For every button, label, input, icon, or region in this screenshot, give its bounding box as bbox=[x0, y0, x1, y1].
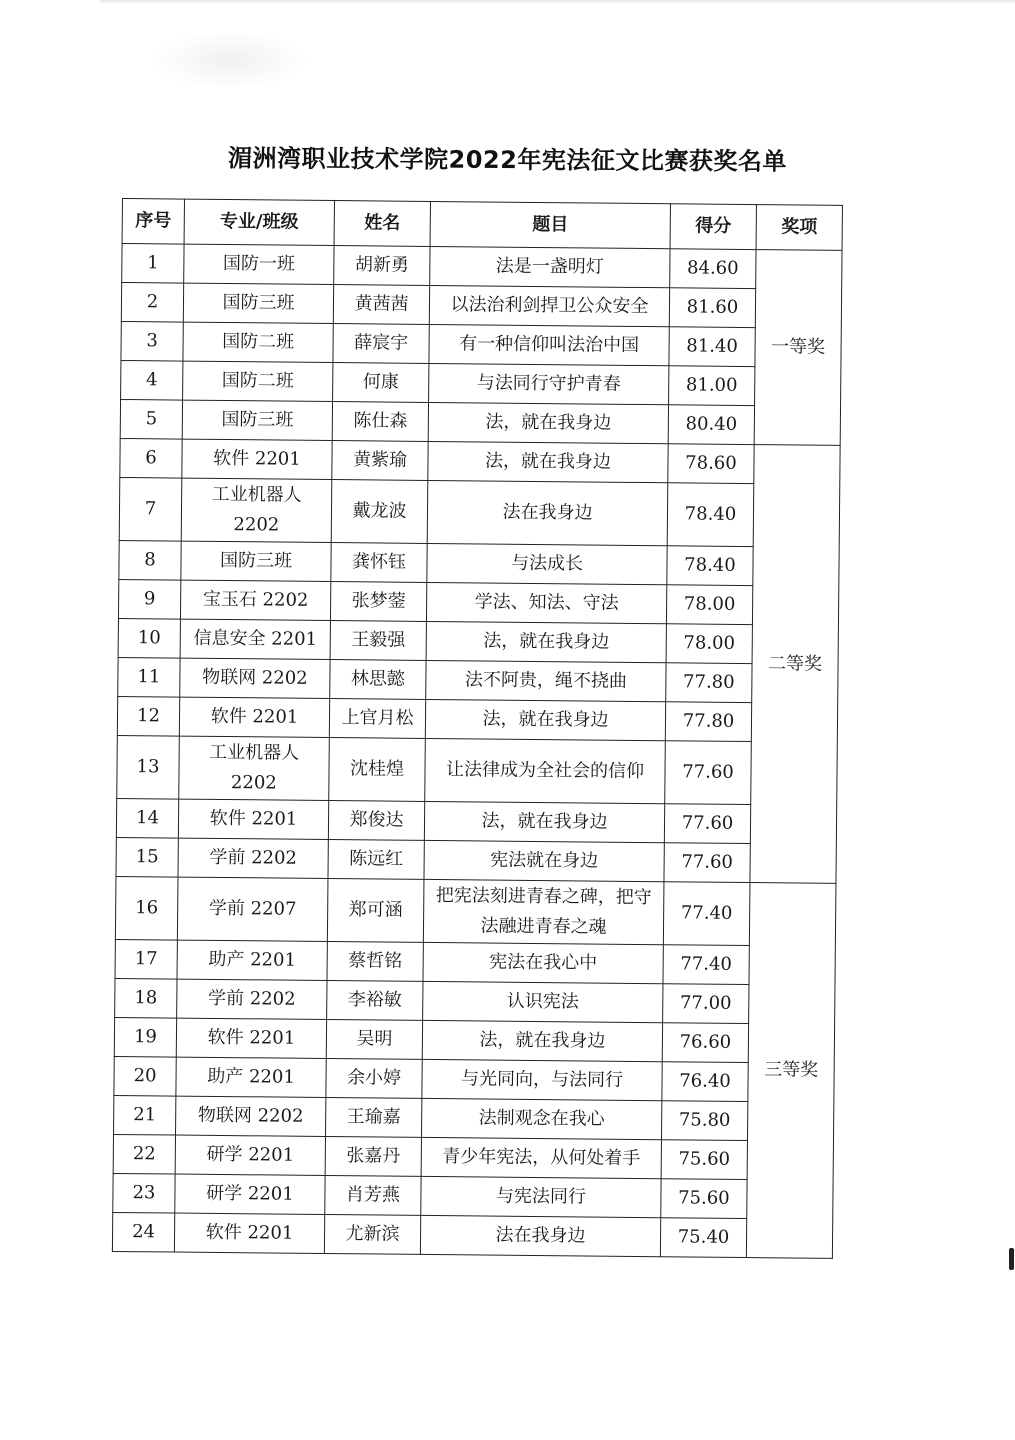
scan-edge-shadow bbox=[100, 0, 1015, 4]
row-score: 77.60 bbox=[664, 804, 750, 844]
row-class: 国防三班 bbox=[183, 283, 333, 323]
row-number: 18 bbox=[115, 978, 177, 1018]
award-level: 一等奖 bbox=[754, 250, 842, 446]
table-row bbox=[118, 618, 838, 664]
row-class: 研学 2201 bbox=[175, 1135, 325, 1175]
row-topic: 法，就在我身边 bbox=[424, 801, 664, 842]
table-row bbox=[115, 978, 835, 1024]
row-class: 软件 2201 bbox=[178, 799, 328, 839]
row-name: 黄茜茜 bbox=[333, 285, 429, 325]
row-score: 78.00 bbox=[666, 585, 752, 625]
table-row bbox=[113, 1173, 833, 1219]
table-body bbox=[112, 244, 842, 1259]
row-name: 吴明 bbox=[326, 1020, 422, 1060]
row-score: 77.40 bbox=[663, 945, 749, 985]
column-header-name: 姓名 bbox=[334, 201, 430, 247]
row-class: 国防二班 bbox=[183, 322, 333, 362]
column-header-topic: 题目 bbox=[430, 201, 670, 248]
row-class: 工业机器人 2202 bbox=[181, 478, 332, 542]
table-row bbox=[117, 696, 837, 742]
row-number: 12 bbox=[117, 696, 179, 736]
row-name: 王瑜嘉 bbox=[326, 1097, 422, 1137]
row-name: 蔡哲铭 bbox=[327, 942, 423, 982]
row-topic: 法，就在我身边 bbox=[422, 1020, 662, 1061]
row-name: 沈桂煌 bbox=[329, 738, 426, 802]
row-class: 国防三班 bbox=[181, 541, 331, 581]
row-name: 薛宸宇 bbox=[333, 324, 429, 364]
row-class: 助产 2201 bbox=[177, 940, 327, 980]
award-level: 二等奖 bbox=[750, 445, 840, 884]
row-score: 81.40 bbox=[669, 327, 755, 367]
row-topic: 法在我身边 bbox=[420, 1215, 660, 1256]
row-score: 76.60 bbox=[662, 1023, 748, 1063]
row-number: 7 bbox=[119, 477, 182, 541]
row-class: 国防一班 bbox=[184, 244, 334, 284]
column-header-score: 得分 bbox=[670, 204, 756, 250]
row-topic: 以法治利剑捍卫公众安全 bbox=[429, 285, 669, 326]
row-number: 15 bbox=[116, 837, 178, 877]
row-name: 胡新勇 bbox=[334, 246, 430, 286]
row-number: 22 bbox=[113, 1134, 175, 1174]
row-score: 78.40 bbox=[667, 483, 754, 547]
table-row bbox=[121, 360, 841, 406]
row-class: 软件 2201 bbox=[182, 439, 332, 479]
row-number: 1 bbox=[122, 244, 184, 284]
row-name: 龚怀钰 bbox=[331, 543, 427, 583]
row-topic: 法是一盏明灯 bbox=[430, 246, 670, 287]
row-topic: 与光同向，与法同行 bbox=[422, 1059, 662, 1100]
table-row bbox=[113, 1134, 833, 1180]
row-score: 81.00 bbox=[669, 366, 755, 406]
row-number: 9 bbox=[118, 579, 180, 619]
row-class: 软件 2201 bbox=[174, 1213, 324, 1253]
row-name: 王毅强 bbox=[330, 621, 426, 661]
row-topic: 把宪法刻进青春之碑，把守法融进青春之魂 bbox=[423, 879, 664, 944]
row-topic: 与法同行守护青春 bbox=[429, 363, 669, 404]
row-number: 8 bbox=[119, 540, 181, 580]
row-number: 19 bbox=[114, 1017, 176, 1057]
row-name: 陈远红 bbox=[328, 840, 424, 880]
row-score: 75.60 bbox=[661, 1179, 747, 1219]
row-name: 李裕敏 bbox=[327, 981, 423, 1021]
row-number: 10 bbox=[118, 618, 180, 658]
row-topic: 法，就在我身边 bbox=[426, 621, 666, 662]
row-number: 3 bbox=[121, 321, 183, 361]
row-name: 郑可涵 bbox=[327, 879, 424, 943]
row-score: 77.40 bbox=[663, 882, 750, 946]
row-number: 20 bbox=[114, 1056, 176, 1096]
row-name: 戴龙波 bbox=[331, 480, 428, 544]
row-topic: 与宪法同行 bbox=[421, 1176, 661, 1217]
row-class: 工业机器人 2202 bbox=[179, 736, 330, 800]
row-name: 林思懿 bbox=[330, 660, 426, 700]
row-number: 17 bbox=[115, 939, 177, 979]
row-number: 14 bbox=[116, 798, 178, 838]
table-header-row bbox=[122, 199, 842, 251]
row-score: 76.40 bbox=[662, 1062, 748, 1102]
row-topic: 法，就在我身边 bbox=[425, 699, 665, 740]
row-topic: 青少年宪法，从何处着手 bbox=[421, 1137, 661, 1178]
table-row bbox=[122, 244, 842, 290]
row-score: 78.60 bbox=[668, 444, 754, 484]
table-row bbox=[115, 876, 836, 946]
row-class: 物联网 2202 bbox=[176, 1096, 326, 1136]
document-title: 湄洲湾职业技术学院2022年宪法征文比赛获奖名单 bbox=[227, 144, 787, 176]
row-topic: 法，就在我身边 bbox=[428, 402, 668, 443]
scan-edge-mark bbox=[1009, 1248, 1014, 1270]
row-score: 77.00 bbox=[663, 984, 749, 1024]
row-number: 13 bbox=[117, 735, 180, 799]
column-header-class: 专业/班级 bbox=[184, 199, 334, 245]
table-row bbox=[114, 1056, 834, 1102]
row-class: 宝玉石 2202 bbox=[180, 580, 330, 620]
scan-smudge bbox=[150, 30, 310, 90]
row-name: 肖芳燕 bbox=[325, 1175, 421, 1215]
table-row bbox=[118, 579, 838, 625]
row-number: 2 bbox=[121, 283, 183, 323]
row-number: 5 bbox=[120, 399, 182, 439]
row-topic: 与法成长 bbox=[427, 543, 667, 584]
row-class: 助产 2201 bbox=[176, 1057, 326, 1097]
table-row bbox=[112, 1212, 832, 1258]
row-number: 16 bbox=[115, 876, 178, 940]
award-table bbox=[112, 198, 843, 1259]
row-topic: 认识宪法 bbox=[423, 981, 663, 1022]
row-score: 78.40 bbox=[667, 546, 753, 586]
row-score: 75.60 bbox=[661, 1140, 747, 1180]
table-row bbox=[118, 657, 838, 703]
row-score: 77.80 bbox=[666, 663, 752, 703]
column-header-no: 序号 bbox=[122, 199, 184, 245]
row-score: 77.60 bbox=[665, 741, 752, 805]
row-number: 6 bbox=[120, 438, 182, 478]
row-score: 78.00 bbox=[666, 624, 752, 664]
row-name: 何康 bbox=[333, 363, 429, 403]
row-number: 24 bbox=[112, 1212, 174, 1252]
row-name: 余小婷 bbox=[326, 1059, 422, 1099]
row-topic: 学法、知法、守法 bbox=[426, 582, 666, 623]
row-number: 21 bbox=[114, 1095, 176, 1135]
row-class: 学前 2202 bbox=[177, 979, 327, 1019]
row-class: 学前 2202 bbox=[178, 838, 328, 878]
row-number: 23 bbox=[113, 1173, 175, 1213]
row-score: 81.60 bbox=[669, 288, 755, 328]
row-name: 陈仕森 bbox=[332, 402, 428, 442]
row-class: 物联网 2202 bbox=[180, 658, 330, 698]
row-class: 研学 2201 bbox=[175, 1174, 325, 1214]
table-row bbox=[114, 1017, 834, 1063]
row-name: 张梦蓥 bbox=[330, 582, 426, 622]
row-name: 黄紫瑜 bbox=[332, 441, 428, 481]
row-name: 尤新滨 bbox=[324, 1214, 420, 1254]
table-row bbox=[119, 540, 839, 586]
row-class: 国防二班 bbox=[183, 361, 333, 401]
table-row bbox=[120, 438, 840, 484]
row-number: 4 bbox=[121, 360, 183, 400]
table-row bbox=[116, 837, 836, 883]
table-row bbox=[116, 798, 836, 844]
row-class: 软件 2201 bbox=[176, 1018, 326, 1058]
row-topic: 法在我身边 bbox=[427, 480, 668, 545]
table-row bbox=[121, 283, 841, 329]
table-row bbox=[121, 321, 841, 367]
row-number: 11 bbox=[118, 657, 180, 697]
row-class: 学前 2207 bbox=[177, 877, 328, 941]
table-row bbox=[115, 939, 835, 985]
row-topic: 让法律成为全社会的信仰 bbox=[425, 738, 666, 803]
row-topic: 宪法就在身边 bbox=[424, 840, 664, 881]
row-topic: 法，就在我身边 bbox=[428, 441, 668, 482]
row-topic: 法不阿贵，绳不挠曲 bbox=[426, 660, 666, 701]
row-name: 郑俊达 bbox=[328, 801, 424, 841]
table-row bbox=[119, 477, 840, 547]
award-level: 三等奖 bbox=[746, 883, 836, 1259]
row-score: 77.60 bbox=[664, 843, 750, 883]
row-score: 75.80 bbox=[661, 1101, 747, 1141]
column-header-award: 奖项 bbox=[756, 205, 842, 251]
row-score: 77.80 bbox=[665, 702, 751, 742]
table-row bbox=[117, 735, 838, 805]
row-topic: 有一种信仰叫法治中国 bbox=[429, 324, 669, 365]
row-score: 80.40 bbox=[668, 405, 754, 445]
row-class: 国防三班 bbox=[182, 400, 332, 440]
table-row bbox=[114, 1095, 834, 1141]
row-class: 软件 2201 bbox=[179, 697, 329, 737]
row-topic: 法制观念在我心 bbox=[421, 1098, 661, 1139]
row-score: 75.40 bbox=[660, 1218, 746, 1258]
row-topic: 宪法在我心中 bbox=[423, 942, 663, 983]
table-row bbox=[120, 399, 840, 445]
row-class: 信息安全 2201 bbox=[180, 619, 330, 659]
row-name: 上官月松 bbox=[329, 699, 425, 739]
row-name: 张嘉丹 bbox=[325, 1136, 421, 1176]
row-score: 84.60 bbox=[670, 249, 756, 289]
